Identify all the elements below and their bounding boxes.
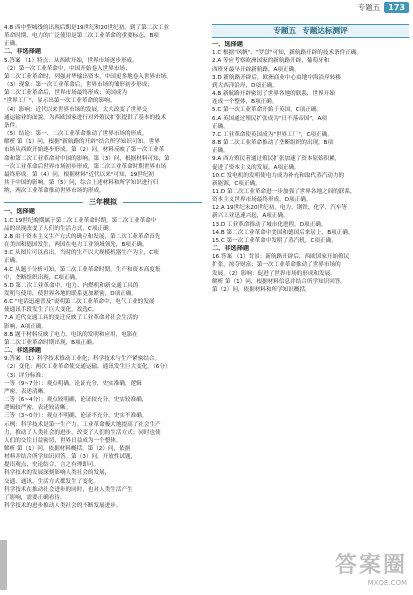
text-line: 品的出现改变了人们的生活方式，C项正确。 — [4, 225, 115, 232]
text-line: 1.C 19世纪晚期属于第二次工业革命时期，第二次工业革命中 — [4, 217, 157, 224]
text-line: （2）第一次工业革命中，中国开始卷入世界市场； — [4, 65, 131, 72]
right-column — [212, 24, 409, 294]
edge-tab — [0, 540, 7, 590]
text-line: 一等（9~7分）：观点明确，论证充分，史实准确，逻辑 — [4, 380, 142, 387]
text-line: 8.B 第二次工业革命推动了垄断组织的出现，B项 — [212, 140, 334, 147]
section-heading: 二、非选择题 — [4, 347, 42, 355]
text-line: 科学技术的发展深刻影响人类社会的发展， — [4, 470, 111, 477]
chapter-label: 专题五 — [357, 3, 381, 12]
text-line: 4.B 新航路开辟密切了世界各地的联系，世界开始 — [212, 91, 335, 98]
section-tag: 专题五 — [273, 26, 297, 35]
text-line: 4.B 西中型城线的出现后期是19世纪和20世纪初，到了第二次工业 — [4, 25, 170, 31]
text-line: 7.A 近代交通工具的变迁反映了工业革命对社会生活的 — [4, 315, 139, 322]
text-line: 9.A 西方殖民者通过殖民扩张加速了资本原始积累， — [212, 156, 341, 163]
text-line: "世界工厂"，显示出第一次工业革命的影响。 — [4, 98, 116, 105]
section-header — [212, 24, 409, 38]
text-line: 在美国和德国发生，两国在电力工业领域领先，B项正确。 — [4, 242, 148, 249]
text-line: 6.A 英国通过殖民扩张成为"日不落帝国"，A项 — [212, 115, 328, 122]
text-line: 示例：科学技术是第一生产力。工业革命极大地提高了社会生产 — [4, 421, 161, 428]
text-line: （5）结论：第一、二次工业革命推动了世界市场的形成。 — [4, 131, 148, 138]
text-line: 资本主义世界市场最终形成，D项正确。 — [212, 197, 312, 204]
text-line: 条件。 — [4, 122, 21, 129]
text-line: 1.C 根据"风帆"、"罗盘"可知，新航路开辟的技术条件正确。 — [212, 50, 362, 57]
text-line: 正确。 — [212, 148, 229, 155]
text-line: 二等（6~4分）：观点较明确，论证较充分，史实较准确， — [4, 397, 148, 404]
text-line: 3.C 从图片可以看出，当时的生产以大规模机器生产为主，C项 — [4, 250, 159, 257]
text-line: 11.D 第二次工业革命进一步加强了世界各地之间的联系， — [212, 188, 356, 195]
text-line: 5.答案 （1）特点：从西欧开始，世界市场逐步形成。 — [4, 57, 138, 64]
text-line: 科学技术在推动社会进步的同时，也对人类生活产生 — [4, 486, 133, 493]
text-line: 5.C 第一次工业革命开始于英国，C项正确。 — [212, 107, 323, 114]
text-line: 2.B 由于资本主义生产方式的确立和发展，第二次工业革命首先 — [4, 233, 161, 240]
text-line: 影响，A项正确。 — [4, 323, 47, 330]
section-band — [4, 198, 202, 206]
text-line: 第二次工业革命时期出现，B项正确。 — [4, 339, 98, 346]
page-header — [0, 0, 413, 22]
text-line: 第二次工业革命时，列强对华输出资本，中国更多地卷入世界市场。 — [4, 73, 172, 80]
text-line: 10.C 发电机的发明使电力成为补充和取代蒸汽动力的 — [212, 172, 345, 179]
text-line: 严密，表述清晰。 — [4, 388, 49, 395]
text-line: 交通、通讯、生活方式都发生了变化。 — [4, 478, 100, 485]
page-number: 173 — [384, 2, 409, 13]
text-line: 最终形成。第（4）问，根据材料"近代以来"可知，19世纪初 — [4, 171, 155, 178]
text-line: 中，垄断组织出现，C项正确。 — [4, 274, 81, 281]
text-line: 正确。 — [4, 41, 21, 48]
text-line: 正确。 — [4, 258, 21, 265]
text-line: 连成一个整体，B项正确。 — [212, 99, 278, 106]
text-line: 通运输业的面貌，为西欧国家进行对外殖民扩张提供了基本的技术 — [4, 114, 167, 121]
section-heading: 一、选择题 — [4, 208, 35, 216]
text-line: （4）影响：近代以来世界市场的发展，大大改变了世界交 — [4, 106, 148, 113]
text-line: 到大西洋沿岸，D项正确。 — [212, 82, 278, 89]
header-brand — [358, 2, 409, 13]
text-line: 力，推动了人类社会的进步，改变了人们的生活方式；同时也使 — [4, 429, 161, 436]
text-line: 12.A 19世纪末20世纪初，电力、钢铁、化学、汽车等 — [212, 205, 348, 212]
left-column — [4, 24, 202, 510]
text-line: 7.C 工业革命使英国成为"世界工厂"，C项正确。 — [212, 131, 333, 138]
text-line: 正确。 — [212, 123, 229, 130]
text-line: 人们的交往日益密切，世界日益成为一个整体。 — [4, 437, 122, 444]
text-line: 提出观点，史论结合，言之有理即可。 — [4, 462, 100, 469]
text-line: 新兴工业迅速兴起，A项正确。 — [212, 213, 289, 220]
text-line: 促进了资本主义的发展，A项正确。 — [212, 164, 300, 171]
text-line: 14.B 第二次工业革命中美国和德国后来居上，B项正确。 — [212, 229, 354, 236]
text-line: 逻辑较严密，表述较清晰。 — [4, 405, 72, 412]
text-line: （3）现象：第一次工业革命后，世界市场的雏形初步形成； — [4, 82, 153, 89]
text-line: （3）评分标准： — [4, 372, 47, 379]
section-heading: 二、非选择题 — [212, 245, 250, 253]
text-line: 一次工业革命后世界市场初步形成，第二次工业革命时期世界市场 — [4, 163, 167, 170]
text-line: 西班牙最早开辟新航路，A项正确。 — [212, 66, 300, 73]
text-line: 了影响，需要正确看待。 — [4, 494, 66, 501]
section-heading: 二、非选择题 — [4, 48, 42, 56]
text-line: 解析 第（1）问，依据材料概括。第（2）问，依据 — [4, 445, 131, 452]
text-line: 4.C 从题干分析可知，第二次工业革命时期，生产和资本高度集 — [4, 266, 161, 273]
text-line: 发明与使用，使世界各地的联系更加紧密，D项正确。 — [4, 291, 137, 297]
section-heading: 一、选择题 — [212, 41, 243, 49]
text-line: 材料并结合所学知识回答。第（3）问，开放性试题， — [4, 454, 137, 461]
text-line: 9.答案 （1）科学技术推动工业化；科学技术与生产紧密结合。 — [4, 356, 161, 363]
text-line: 市场从西欧开始逐步形成。第（2）问，材料反映了第一次工业革 — [4, 147, 165, 154]
text-line: 革命时期，电力的广泛使用是第二次工业革命的重要标志，B项 — [4, 33, 159, 40]
text-line: 15.C 第一次工业革命中发明了蒸汽机，C项正确。 — [212, 237, 337, 244]
text-line: 其于中国的影响。第（5）问，综合上述材料和所学知识进行归 — [4, 179, 159, 186]
section-title: 专题达标测评 — [302, 26, 348, 35]
text-line: 使通讯手段发生了巨大变化，故选C。 — [4, 307, 98, 314]
text-line: 第（2）问，依据材料和所学知识概括。 — [212, 286, 311, 293]
text-line: （2）变化：两次工业革命使交通运输、通讯发生巨大变化。（6分） — [4, 364, 171, 371]
text-line: 6.C "电话迅速普及"说明第二次工业革命中，电气工业的发展 — [4, 299, 155, 306]
text-line: 8.B 题干材料反映了电力、电讯的发明和应用，电影在 — [4, 331, 139, 338]
right-column-body — [212, 41, 409, 294]
text-line: 命和第二次工业革命对中国的影响。第（3）问，根据材料可知，第 — [4, 155, 170, 162]
text-line: 解析 第（1）问，根据"新航路的开辟"结合所学知识可知，世界 — [4, 139, 160, 146]
text-line: 3.D 新航路开辟后，欧洲商业中心由地中海沿岸转移 — [212, 74, 341, 81]
watermark-url: MXQE.COM — [367, 579, 407, 587]
text-line: 纳，两次工业革命推动世界市场的形成。 — [4, 188, 105, 195]
text-line: 解析 第（1）问，根据材料信息并结合所学知识回答。 — [212, 278, 346, 285]
watermark-logo: 答案圈 — [334, 553, 407, 578]
text-line: 5.D 第二次工业革命中，电力、内燃机和新交通工具的 — [4, 282, 139, 289]
text-line: 13.D 工业革命推动了城市化进程，D项正确。 — [212, 221, 327, 228]
watermark — [335, 548, 407, 587]
text-line: 科学技术的进步推动人类社会的不断发展进步。 — [4, 503, 122, 510]
text-line: 扩张，掠夺财富；第一次工业革命推动了世界市场的 — [212, 262, 341, 269]
text-line: 2.A 等应考察欧洲国家的新航路开辟，葡萄牙和 — [212, 58, 330, 65]
text-line: 16.答案 （1）背景：新航路开辟后，西欧国家开始殖民 — [212, 254, 350, 261]
text-line: 三等（3~0分）：观点不明确，论证不充分，史实不准确。 — [4, 413, 148, 420]
section-band-title: 三年模拟 — [89, 198, 117, 207]
text-line: 发展。（2）影响：促进了世界市场的形成和发展。 — [212, 270, 336, 277]
text-line: 新能源，C项正确。 — [212, 180, 261, 187]
text-line: 第二次工业革命后，世界市场最终形成；英国成为 — [4, 90, 128, 97]
